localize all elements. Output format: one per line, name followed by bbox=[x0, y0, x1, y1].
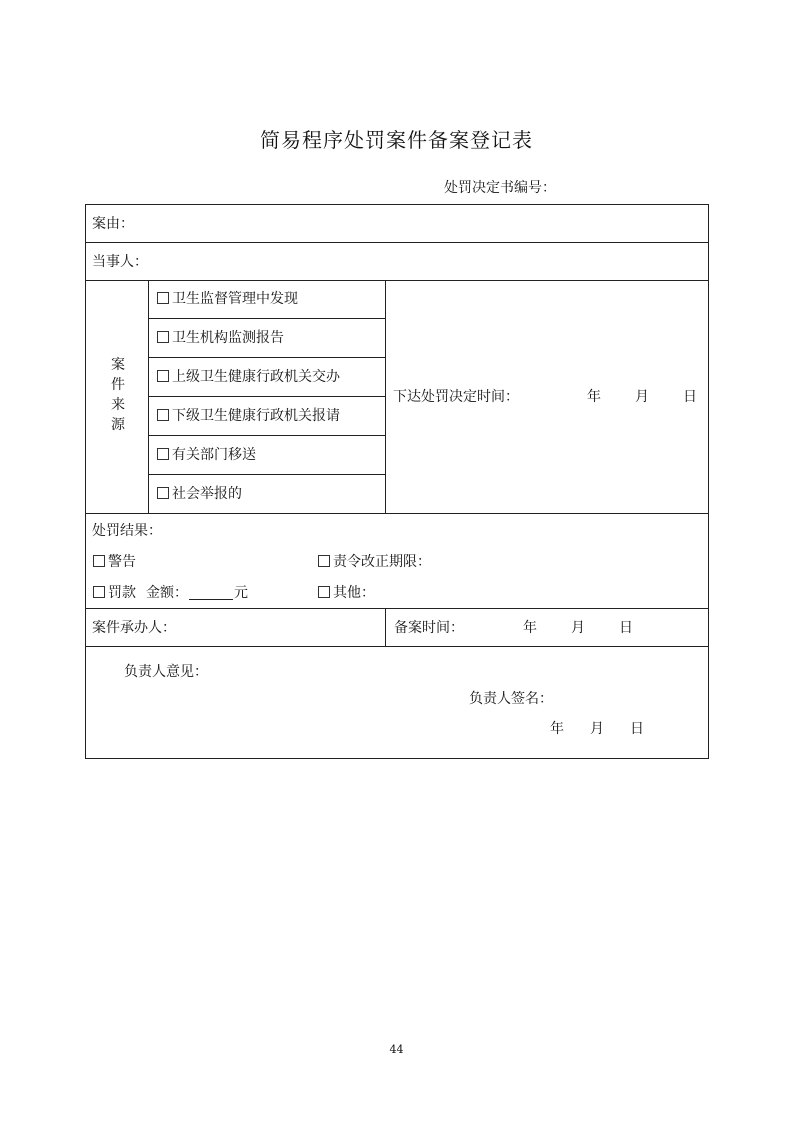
signature-label: 负责人签名： bbox=[469, 691, 553, 707]
filing-year: 年 bbox=[523, 620, 537, 636]
fine-unit: 元 bbox=[234, 585, 248, 601]
source-option-report[interactable]: 社会举报的 bbox=[157, 487, 242, 501]
checkbox-icon[interactable] bbox=[318, 586, 330, 598]
decision-month: 月 bbox=[635, 389, 649, 405]
decision-number-label: 处罚决定书编号： bbox=[444, 180, 556, 196]
checkbox-icon[interactable] bbox=[157, 331, 169, 343]
source-option-transfer[interactable]: 有关部门移送 bbox=[157, 448, 256, 462]
checkbox-icon[interactable] bbox=[157, 370, 169, 382]
case-reason-label: 案由： bbox=[92, 216, 134, 232]
source-option-superior[interactable]: 上级卫生健康行政机关交办 bbox=[157, 370, 340, 384]
approval-month: 月 bbox=[590, 721, 604, 737]
filing-time-label: 备案时间： bbox=[394, 620, 464, 636]
result-label: 处罚结果： bbox=[92, 523, 162, 539]
filing-day: 日 bbox=[619, 620, 633, 636]
handler-label: 案件承办人： bbox=[92, 620, 176, 636]
checkbox-icon[interactable] bbox=[157, 448, 169, 460]
approval-day: 日 bbox=[630, 721, 644, 737]
checkbox-icon[interactable] bbox=[157, 409, 169, 421]
case-source-label: 案 件 来 源 bbox=[111, 357, 125, 433]
fine-amount-label: 金额： bbox=[146, 585, 188, 601]
source-option-supervision[interactable]: 卫生监督管理中发现 bbox=[157, 292, 298, 306]
result-rectify[interactable]: 责令改正期限： bbox=[318, 555, 431, 569]
checkbox-icon[interactable] bbox=[157, 487, 169, 499]
result-other[interactable]: 其他： bbox=[318, 586, 375, 600]
checkbox-icon[interactable] bbox=[93, 586, 105, 598]
source-option-subordinate[interactable]: 下级卫生健康行政机关报请 bbox=[157, 409, 340, 423]
opinion-label: 负责人意见： bbox=[124, 664, 208, 680]
page-title: 简易程序处罚案件备案登记表 bbox=[260, 128, 533, 152]
page-number: 44 bbox=[389, 1043, 404, 1056]
source-option-monitoring[interactable]: 卫生机构监测报告 bbox=[157, 331, 284, 345]
fine-amount-blank[interactable] bbox=[189, 586, 233, 600]
result-fine[interactable]: 罚款 金额： 元 bbox=[93, 586, 248, 600]
checkbox-icon[interactable] bbox=[157, 292, 169, 304]
decision-time-label: 下达处罚决定时间： bbox=[393, 389, 519, 405]
party-label: 当事人： bbox=[92, 254, 148, 270]
filing-month: 月 bbox=[571, 620, 585, 636]
decision-day: 日 bbox=[683, 389, 697, 405]
checkbox-icon[interactable] bbox=[93, 555, 105, 567]
result-warning[interactable]: 警告 bbox=[93, 555, 136, 569]
checkbox-icon[interactable] bbox=[318, 555, 330, 567]
approval-year: 年 bbox=[550, 721, 564, 737]
decision-year: 年 bbox=[587, 389, 601, 405]
